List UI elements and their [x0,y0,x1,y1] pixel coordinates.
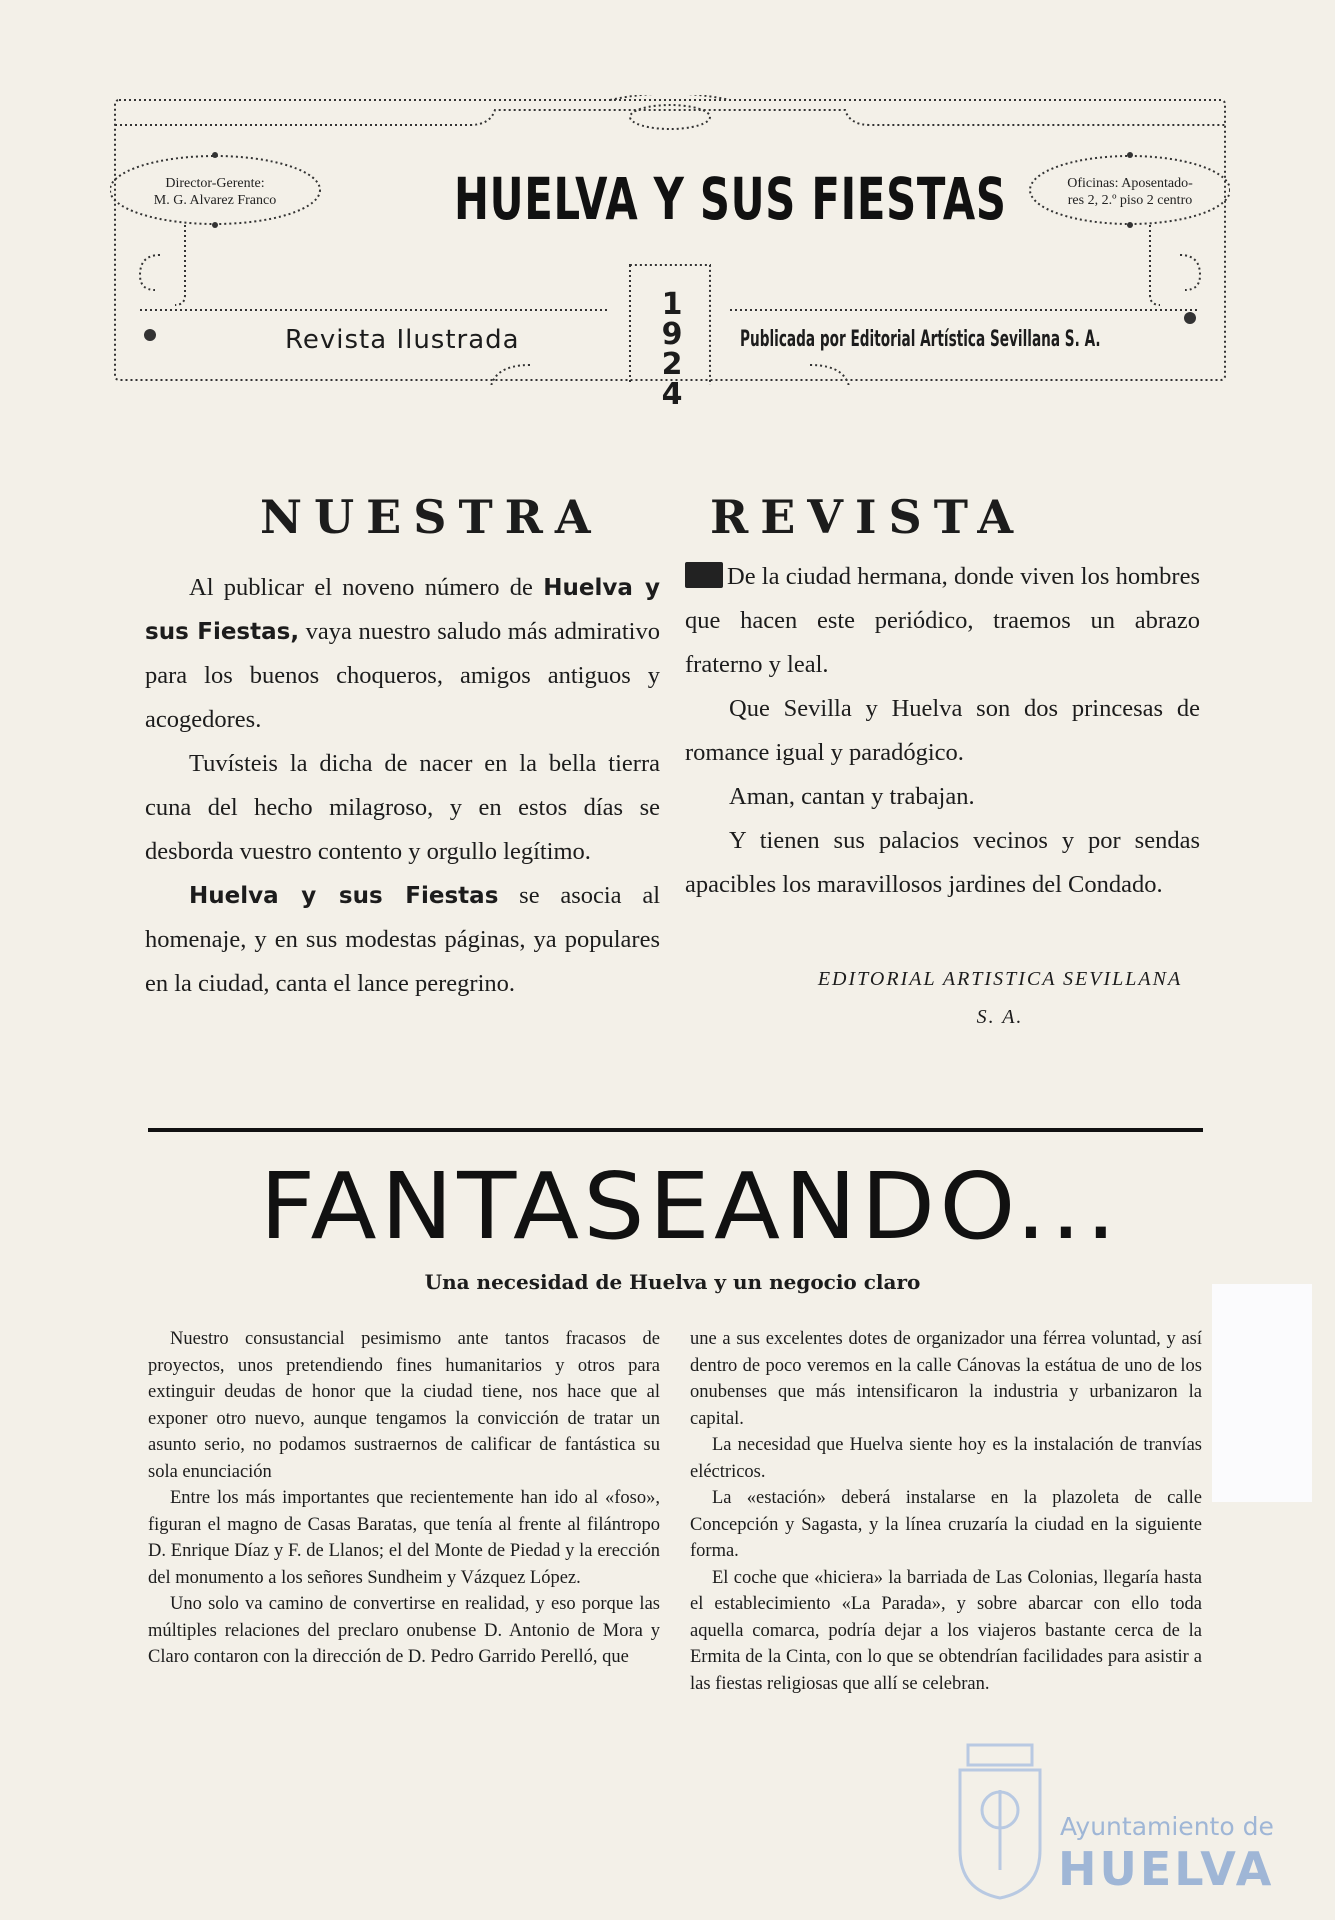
revista-right-column [685,555,1200,907]
masthead-subtitle: Revista Ilustrada [285,325,520,355]
article-paragraph: Nuestro consustancial pesimismo ante tantos fracasos de proyectos, unos pretendiendo fines humanitarios y otros para extinguir deudas de honor que la ciudad tiene, nos hace que al exponer otro nuevo, aunque tengamos la convicción de tratar un asunto serio, no podamos sustraernos de calificar de fantástica su sola enunciación [148,1329,660,1482]
revista-paragraph: Tuvísteis la dicha de nacer en la bella tierra cuna del hecho milagroso, y en estos días se desborda vuestro contento y orgullo legítimo. [145,750,660,865]
fantaseando-title: FANTASEANDO... [259,1153,1121,1260]
paragraph-text: vaya nuestro saludo más admirativo para los buenos choqueros, amigos antiguos y acogedores. [145,618,660,733]
revista-paragraph: Que Sevilla y Huelva son dos princesas de romance igual y paradógico. [685,695,1200,766]
watermark-line-1: Ayuntamiento de [1060,1812,1274,1841]
article-paragraph: Entre los más importantes que recientemente han ido al «foso», figuran el magno de Casas Baratas, que tenía al frente al filántropo D. Enrique Díaz y F. de Llanos; el del Monte de Piedad y la erección del monumento a los señores Sundheim y Vázquez López. [148,1488,660,1588]
revista-heading [0,490,1335,550]
year-digit: 9 [661,317,683,352]
magazine-name: Huelva y sus Fiestas, [145,575,660,645]
heading-word-revista: REVISTA [710,490,1026,544]
revista-paragraph: Aman, cantan y trabajan. [729,783,975,810]
revista-paragraph [145,874,660,1006]
signature-line-2: S. A. [976,1006,1024,1028]
article-paragraph: La necesidad que Huelva siente hoy es la instalación de tranvías eléctricos. [690,1435,1202,1482]
fantaseando-subtitle: Una necesidad de Huelva y un negocio claro [424,1270,921,1294]
revista-paragraph [685,555,1200,687]
revista-signature [780,960,1220,1036]
masthead-publisher: Publicada por Editorial Artística Sevillana S. A. [740,327,1101,352]
fantaseando-right-column [690,1326,1202,1697]
masthead-title: HUELVA Y SUS FIESTAS [454,165,1007,233]
magazine-name: Huelva y sus Fiestas [189,883,499,909]
paragraph-text: De la ciudad hermana, donde viven los hombres que hacen este periódico, traemos un abrazo fraterno y leal. [685,563,1200,678]
article-paragraph: La «estación» deberá instalarse en la plazoleta de calle Concepción y Sagasta, y la línea cruzaría la ciudad en la siguiente forma. [690,1488,1202,1561]
scan-white-patch [1212,1284,1312,1502]
director-name: M. G. Alvarez Franco [153,193,277,208]
director-label: Director-Gerente: [165,176,265,191]
paragraph-text: Al publicar el noveno número de [189,574,533,601]
fantaseando-left-column [148,1326,660,1671]
offices-line-1: Oficinas: Aposentado- [1067,176,1193,191]
ayuntamiento-watermark [930,1740,1310,1905]
paragraph-text: se asocia al homenaje, y en sus modestas páginas, ya populares en la ciudad, canta el lance peregrino. [145,882,660,997]
revista-left-column [145,566,660,1006]
masthead [110,95,1230,412]
city-shield-icon [950,1740,1050,1900]
offices-oval-text [1040,175,1220,209]
year-digit: 2 [661,347,683,382]
section-divider [148,1128,1203,1132]
drop-cap-ornament [685,562,723,588]
heading-word-nuestra: NUESTRA [260,490,603,544]
article-paragraph: El coche que «hiciera» la barriada de Las Colonias, llegaría hasta el establecimiento «La Parada», y sobre abarcar con ello toda aquella comarca, podría dejar a los viajeros bastante cerca de la Ermita de la Cinta, con lo que se obtendrían facilidades para asistir a las fiestas religiosas que allí se celebran. [690,1567,1202,1694]
watermark-line-2: HUELVA [1058,1842,1275,1896]
revista-paragraph: Y tienen sus palacios vecinos y por sendas apacibles los maravillosos jardines del Condado. [685,827,1200,898]
year-digit: 1 [661,287,683,322]
year-digit: 4 [661,377,683,412]
director-oval-text [125,175,305,209]
signature-line-1: EDITORIAL ARTISTICA SEVILLANA [817,968,1183,990]
article-paragraph: Uno solo va camino de convertirse en realidad, y eso porque las múltiples relaciones del preclaro onubense D. Antonio de Mora y Claro contaron con la dirección de D. Pedro Garrido Perelló, que [148,1594,660,1667]
article-paragraph: une a sus excelentes dotes de organizador una férrea voluntad, y así dentro de poco veremos en la calle Cánovas la estátua de uno de los onubenses que más intensificaron la industria y urbanizaron la capital. [690,1329,1202,1429]
offices-line-2: res 2, 2.º piso 2 centro [1067,193,1193,208]
revista-paragraph [145,566,660,742]
